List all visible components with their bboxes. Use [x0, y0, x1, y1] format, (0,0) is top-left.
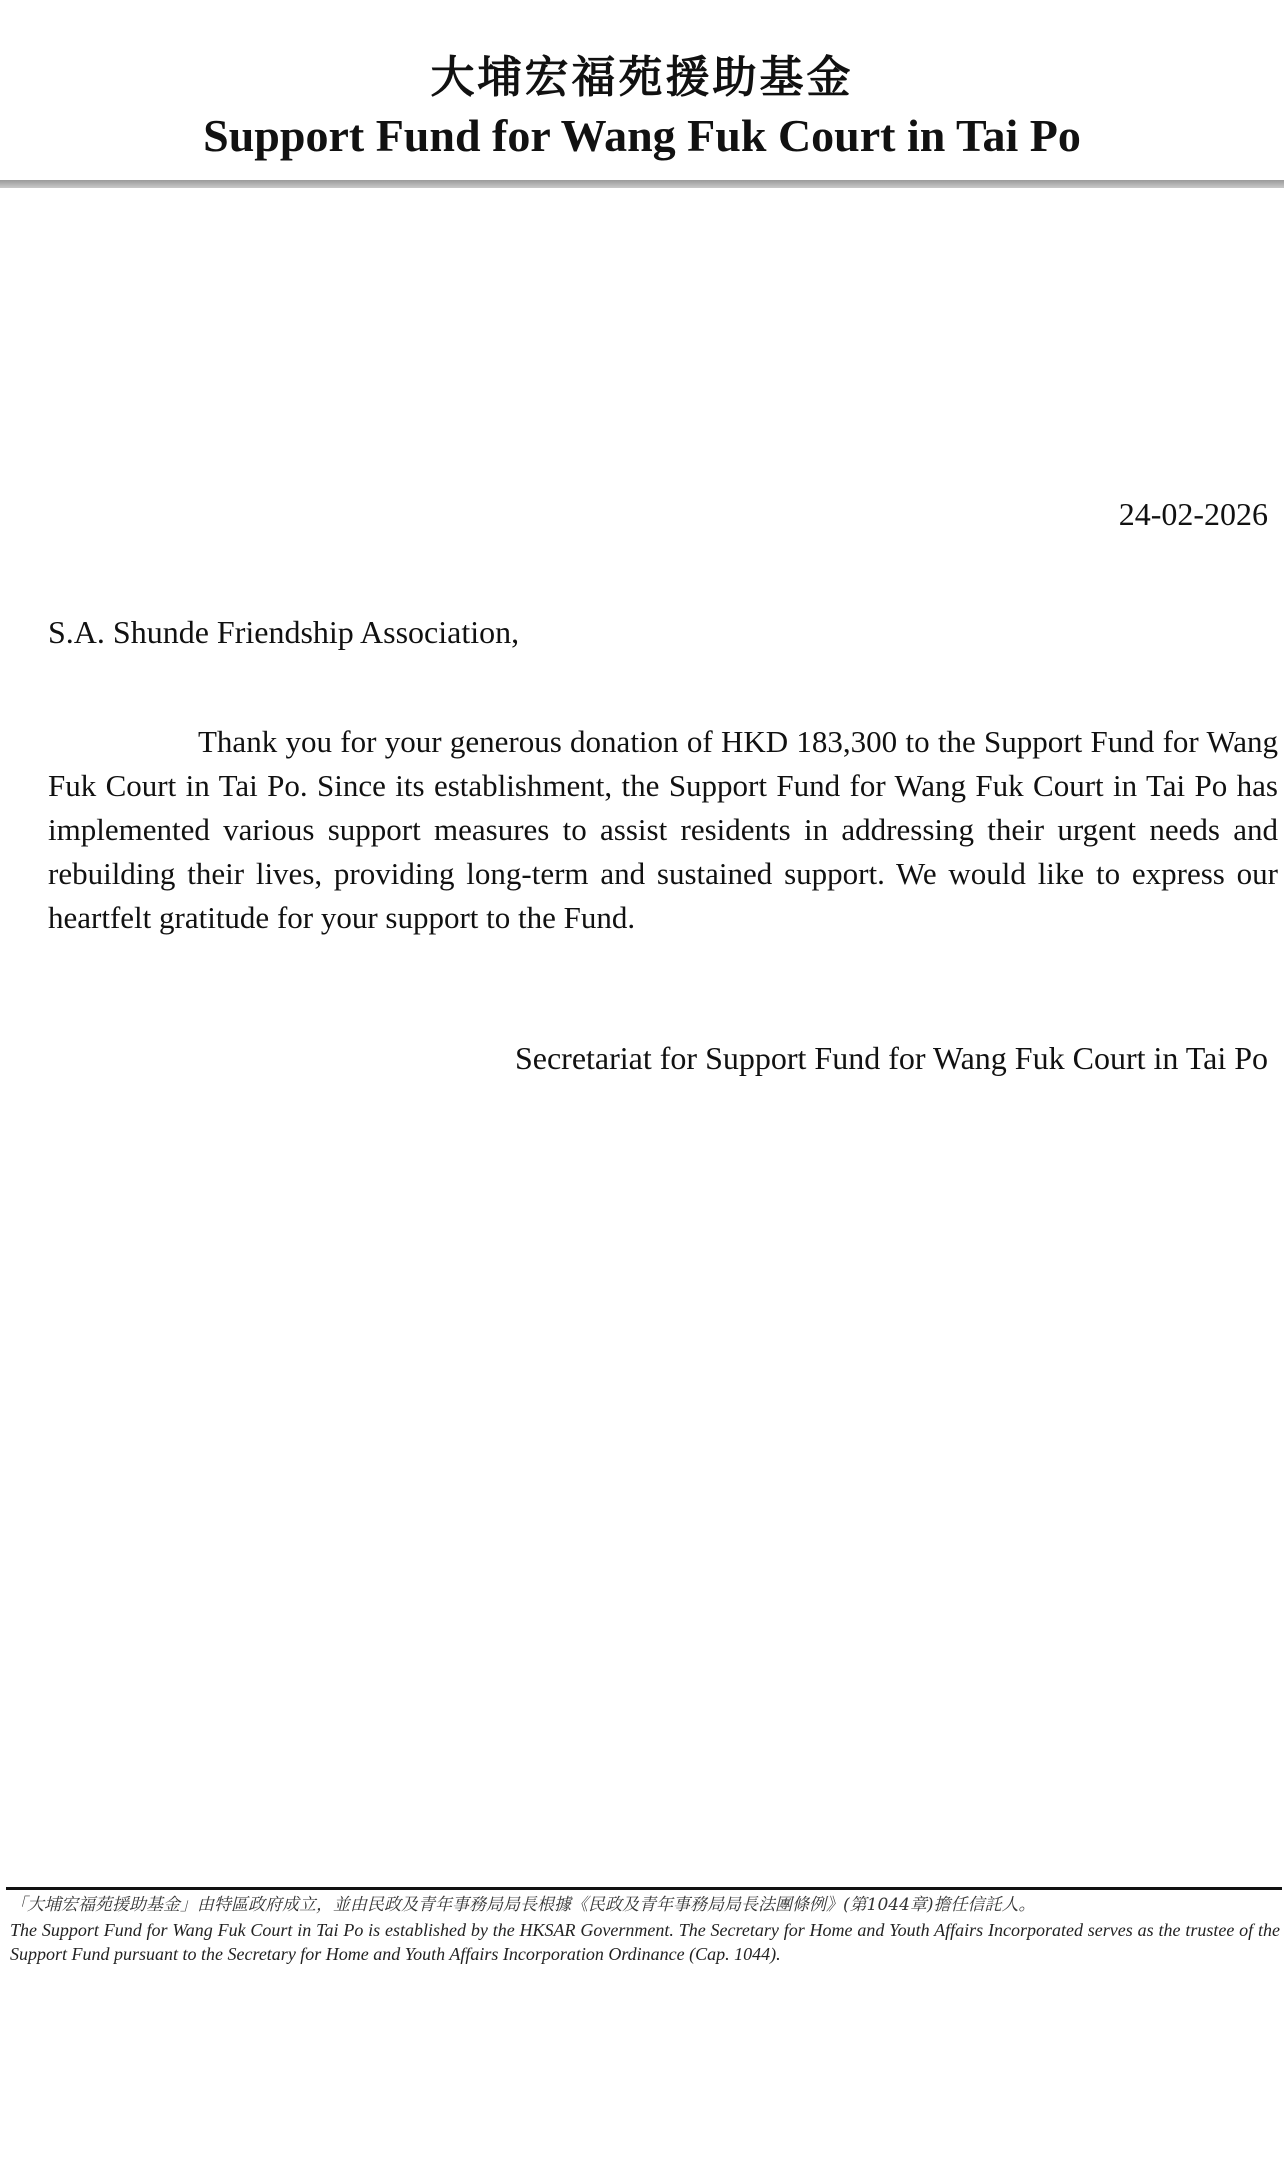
footer-note-english: The Support Fund for Wang Fuk Court in Tai Po is established by the HKSAR Government. The Secretary for Home and Youth Affairs Incorporated serves as the trustee of the Support Fund pursuant to the Secretary for Home and Youth Affairs Incorporation Ordinance (Cap. 1044).: [10, 1920, 1280, 1964]
header-divider: [0, 180, 1284, 188]
letter-recipient: S.A. Shunde Friendship Association,: [48, 614, 520, 650]
letterhead-title-english: Support Fund for Wang Fuk Court in Tai Po: [203, 110, 1081, 161]
letter-paragraph: Thank you for your generous donation of HKD 183,300 to the Support Fund for Wang Fuk Court in Tai Po. Since its establishment, the Support Fund for Wang Fuk Court in Tai Po has implemented various support measures to assist residents in addressing their urgent needs and rebuilding their lives, providing long-term and sustained support. We would like to express our heartfelt gratitude for your support to the Fund.: [48, 724, 1278, 935]
letter-date: 24-02-2026: [1118, 496, 1268, 532]
footer-divider: [6, 1887, 1282, 1890]
letter-signature: Secretariat for Support Fund for Wang Fuk Court in Tai Po: [514, 1040, 1268, 1076]
letterhead-title-chinese: 大埔宏福苑援助基金: [430, 52, 854, 103]
footer-note-chinese: 「大埔宏福苑援助基金」由特區政府成立，並由民政及青年事務局局長根據《民政及青年事務局局長法團條例》(第1044章)擔任信託人。: [10, 1895, 1036, 1915]
